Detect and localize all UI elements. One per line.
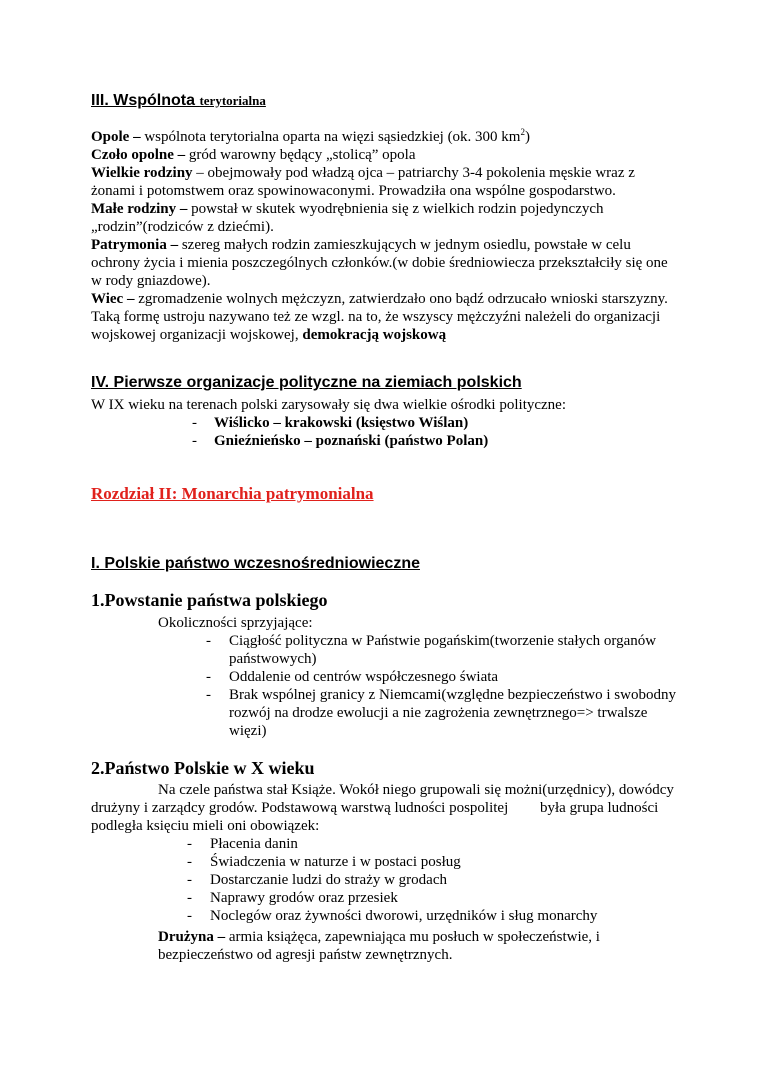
- line-opole: [91, 128, 530, 146]
- def-wiec: zgromadzenie wolnych mężczyzn, zatwierdzało ono bądź odrzucało wnioski starszyzny.: [134, 291, 668, 307]
- list-dash: -: [187, 908, 192, 924]
- paragraph-line: była grupa ludności: [540, 800, 659, 816]
- term-male: Małe rodziny –: [91, 201, 188, 217]
- line-wiec-2: [91, 308, 660, 326]
- subsection-1-heading: 1.Powstanie państwa polskiego: [91, 590, 328, 610]
- list-item: Naprawy grodów oraz przesiek: [210, 890, 398, 906]
- def-male: powstał w skutek wyodrębnienia się z wielkich rodzin pojedynczych: [187, 201, 604, 217]
- list-dash: -: [206, 687, 211, 703]
- list-item: Płacenia danin: [210, 836, 298, 852]
- line-male: [91, 200, 604, 218]
- heading-main: III. Wspólnota: [91, 92, 195, 109]
- list-item: Gnieźnieńsko – poznański (państwo Polan): [214, 433, 489, 449]
- list-item: Oddalenie od centrów współczesnego świata: [229, 669, 499, 685]
- line-druzyna: [158, 928, 600, 946]
- list-dash: -: [187, 836, 192, 852]
- subsection-1-intro: Okoliczności sprzyjające:: [158, 615, 313, 631]
- line-wiec-3: [91, 326, 446, 344]
- line-wielkie-2: [91, 182, 616, 200]
- line-patrymonia-3: [91, 272, 211, 290]
- list-item: Dostarczanie ludzi do straży w grodach: [210, 872, 447, 888]
- line-patrymonia-2: [91, 254, 668, 272]
- def-opole-end: ): [524, 129, 530, 145]
- def-wiec-cont: Taką formę ustroju nazywano też ze wzgl. na to, że wszyscy mężczyźni należeli do organizacji: [91, 309, 661, 325]
- list-item: Ciągłość polityczna w Państwie pogańskim(tworzenie stałych organów: [229, 633, 657, 649]
- list-dash: -: [187, 890, 192, 906]
- list-item: Wiślicko – krakowski (księstwo Wiślan): [214, 415, 469, 431]
- list-dash: -: [187, 872, 192, 888]
- list-dash: -: [206, 669, 211, 685]
- def-patrymonia-cont2: w rody gniazdowe).: [91, 273, 211, 289]
- line-patrymonia: [91, 236, 631, 254]
- list-item: Świadczenia w naturze i w postaci posług: [210, 854, 461, 870]
- line-wielkie: [91, 164, 635, 182]
- line-czolo: [91, 146, 416, 164]
- list-dash: -: [187, 854, 192, 870]
- list-item-cont: więzi): [229, 723, 267, 739]
- def-male-cont: „rodzin”(rodziców z dziećmi).: [91, 219, 274, 235]
- paragraph-line: Na czele państwa stał Książe. Wokół niego grupowali się możni(urzędnicy), dowódcy: [158, 782, 674, 798]
- term-wielkie: Wielkie rodziny: [91, 165, 193, 181]
- section-I-heading: I. Polskie państwo wczesnośredniowieczne: [91, 555, 420, 572]
- def-opole: wspólnota terytorialna oparta na więzi sąsiedzkiej (ok. 300 km: [140, 129, 521, 145]
- paragraph-line: drużyny i zarządcy grodów. Podstawową warstwą ludności pospolitej: [91, 800, 509, 816]
- term-patrymonia: Patrymonia –: [91, 237, 179, 253]
- line-male-2: [91, 218, 274, 236]
- list-item: Brak wspólnej granicy z Niemcami(względne bezpieczeństwo i swobodny: [229, 687, 676, 703]
- term-czolo: Czoło opolne –: [91, 147, 186, 163]
- paragraph-line: podległa księciu mieli oni obowiązek:: [91, 818, 320, 834]
- line-wiec: [91, 290, 668, 308]
- heading-small: terytorialna: [199, 93, 266, 108]
- section-4-intro: W IX wieku na terenach polski zarysowały się dwa wielkie ośrodki polityczne:: [91, 397, 566, 413]
- def-wielkie-cont: żonami i potomstwem oraz spowinowaconymi. Prowadziła ona wspólne gospodarstwo.: [91, 183, 616, 199]
- section-4-heading: IV. Pierwsze organizacje polityczne na ziemiach polskich: [91, 374, 522, 391]
- term-demokracja: demokracją wojskową: [302, 327, 447, 343]
- def-patrymonia: szereg małych rodzin zamieszkujących w jednym osiedlu, powstałe w celu: [178, 237, 631, 253]
- list-item-cont: państwowych): [229, 651, 317, 667]
- def-patrymonia-cont: ochrony życia i mienia poszczególnych członków.(w dobie średniowiecza przekształciły się one: [91, 255, 668, 271]
- subsection-2-heading: 2.Państwo Polskie w X wieku: [91, 758, 315, 778]
- term-druzyna: Drużyna –: [158, 929, 226, 945]
- list-dash: -: [192, 433, 197, 449]
- def-wiec-cont2: wojskowej organizacji wojskowej,: [91, 327, 303, 343]
- list-dash: -: [192, 415, 197, 431]
- def-czolo: gród warowny będący „stolicą” opola: [185, 147, 416, 163]
- def-druzyna: armia książęca, zapewniająca mu posłuch w społeczeństwie, i: [225, 929, 600, 945]
- chapter-2-heading: Rozdział II: Monarchia patrymonialna: [91, 484, 374, 503]
- section-3-heading: [91, 92, 266, 110]
- list-dash: -: [206, 633, 211, 649]
- list-item-cont: rozwój na drodze ewolucji a nie zagrożenia zewnętrznego=> trwalsze: [229, 705, 648, 721]
- list-item: Noclegów oraz żywności dworowi, urzędników i sług monarchy: [210, 908, 598, 924]
- def-wielkie: – obejmowały pod władzą ojca – patriarchy 3-4 pokolenia męskie wraz z: [192, 165, 635, 181]
- term-opole: Opole –: [91, 129, 141, 145]
- line-druzyna-2: bezpieczeństwo od agresji państw zewnętrznych.: [158, 947, 453, 963]
- superscript: 2: [520, 127, 525, 137]
- term-wiec: Wiec –: [91, 291, 135, 307]
